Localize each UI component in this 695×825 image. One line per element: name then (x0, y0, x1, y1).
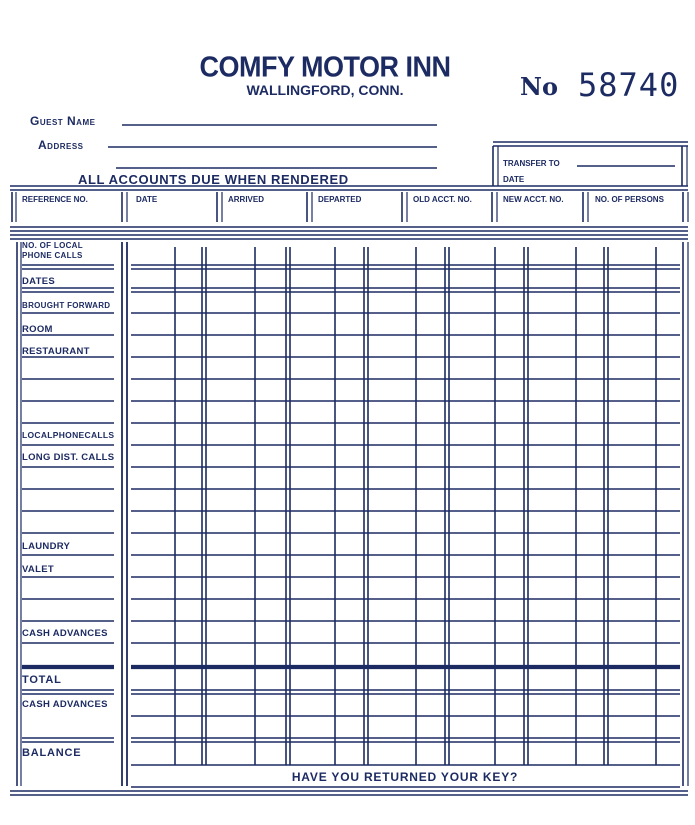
row-label-brought-forward: BROUGHT FORWARD (22, 301, 111, 310)
column-header-new-acct-no: NEW ACCT. NO. (503, 195, 564, 204)
form-number: 58740 (578, 66, 680, 104)
row-label-phone-calls-line1: NO. OF LOCAL (22, 241, 83, 250)
column-header-departed: DEPARTED (318, 195, 362, 204)
hotel-name: COMFY MOTOR INN (199, 51, 451, 83)
transfer-to-label: TRANSFER TO (503, 159, 560, 168)
row-label-phone-calls-line2: PHONE CALLS (22, 251, 83, 260)
row-label-balance: BALANCE (22, 747, 82, 759)
row-label-room: ROOM (22, 324, 53, 335)
column-header-arrived: ARRIVED (228, 195, 265, 204)
transfer-date-label: DATE (503, 175, 525, 184)
guest-name-field[interactable] (122, 114, 436, 126)
accounts-notice: ALL ACCOUNTS DUE WHEN RENDERED (78, 172, 349, 187)
row-label-cash-advances-2: CASH ADVANCES (22, 699, 108, 710)
address-label: Address (38, 138, 84, 152)
row-label-valet: VALET (22, 564, 54, 575)
hotel-location: WALLINGFORD, CONN. (246, 82, 404, 98)
row-label-local-phone-calls: LOCALPHONECALLS (22, 430, 115, 440)
row-label-cash-advances: CASH ADVANCES (22, 628, 108, 639)
column-header-old-acct-no: OLD ACCT. NO. (413, 195, 472, 204)
transfer-to-field[interactable] (577, 155, 675, 167)
key-notice: HAVE YOU RETURNED YOUR KEY? (291, 770, 519, 784)
guest-name-label: Guest Name (30, 114, 96, 128)
column-header-no-of-persons: NO. OF PERSONS (595, 195, 664, 204)
address-field-line2[interactable] (116, 157, 436, 169)
row-label-dates: DATES (22, 276, 55, 287)
row-label-laundry: LAUNDRY (22, 541, 71, 552)
column-header-date: DATE (136, 195, 158, 204)
row-label-total: TOTAL (22, 674, 62, 686)
row-label-long-dist-calls: LONG DIST. CALLS (22, 452, 115, 463)
address-field[interactable] (108, 137, 436, 149)
column-header-reference-no: REFERENCE NO. (22, 195, 88, 204)
row-label-restaurant: RESTAURANT (22, 346, 90, 357)
number-label: No (520, 72, 558, 101)
